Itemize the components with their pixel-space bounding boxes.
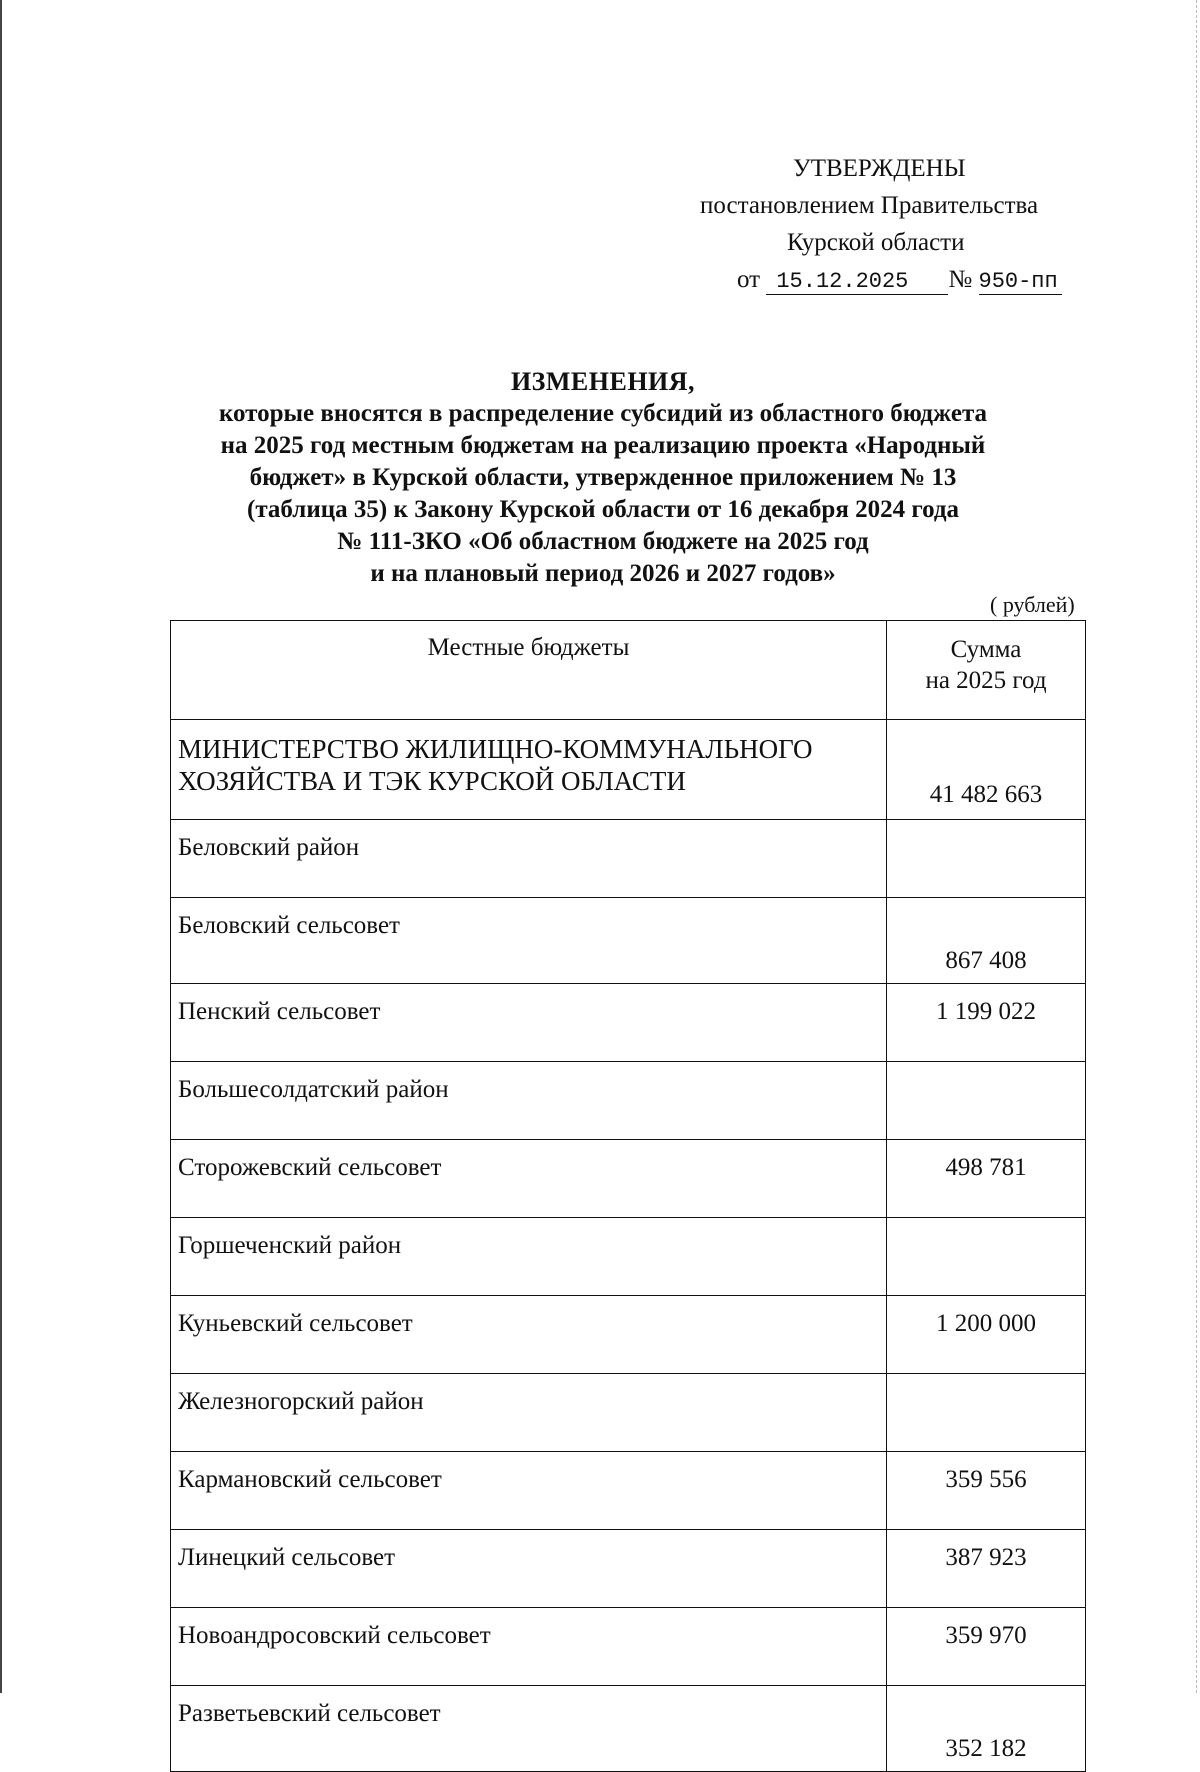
row-name: Пенский сельсовет xyxy=(171,984,887,1062)
table-row xyxy=(171,1140,1086,1218)
table-row xyxy=(171,898,1086,984)
page-edge-right xyxy=(1195,0,1197,1693)
table-row xyxy=(171,1062,1086,1140)
heading-line: которые вносятся в распределение субсидий из областного бюджета xyxy=(218,400,988,427)
units-label: ( рублей) xyxy=(990,592,1075,617)
row-amount xyxy=(887,1062,1086,1140)
row-name: Большесолдатский район xyxy=(171,1062,887,1140)
header-local-budgets: Местные бюджеты xyxy=(171,621,887,720)
row-name: Линецкий сельсовет xyxy=(171,1530,887,1608)
row-name: Разветьевский сельсовет xyxy=(171,1686,887,1772)
number-sign: № xyxy=(948,266,973,293)
row-name: Новоандросовский сельсовет xyxy=(171,1608,887,1686)
row-amount xyxy=(887,1374,1086,1452)
table-row xyxy=(171,1530,1086,1608)
table-row xyxy=(171,1218,1086,1296)
heading-title: ИЗМЕНЕНИЯ, xyxy=(510,367,696,396)
budget-table xyxy=(170,620,1086,1772)
row-name: Беловский сельсовет xyxy=(171,898,887,984)
heading-line: № 111-ЗКО «Об областном бюджете на 2025 год xyxy=(337,528,869,555)
row-amount: 359 556 xyxy=(887,1452,1086,1530)
table-row xyxy=(171,820,1086,898)
header-amount-line2: на 2025 год xyxy=(925,667,1047,694)
page-edge-left xyxy=(0,0,2,1693)
table-row xyxy=(171,984,1086,1062)
approval-date-line xyxy=(640,261,1120,298)
table-row xyxy=(171,1686,1086,1772)
heading-line: (таблица 35) к Закону Курской области от 16 декабря 2024 года xyxy=(247,496,959,523)
heading-line: и на плановый период 2026 и 2027 годов» xyxy=(370,560,836,587)
heading-line: бюджет» в Курской области, утвержденное приложением № 13 xyxy=(249,464,957,491)
approval-block xyxy=(640,150,1120,298)
table-row xyxy=(171,1374,1086,1452)
table-row-ministry xyxy=(171,720,1086,820)
row-name: Кармановский сельсовет xyxy=(171,1452,887,1530)
header-amount xyxy=(887,621,1086,720)
row-name: Горшеченский район xyxy=(171,1218,887,1296)
approval-line-2: постановлением Правительства xyxy=(700,192,1039,219)
row-amount: 498 781 xyxy=(887,1140,1086,1218)
date-prefix: от xyxy=(737,266,761,293)
table-row xyxy=(171,1608,1086,1686)
row-amount: 867 408 xyxy=(887,898,1086,984)
approval-number: 950-пп xyxy=(979,270,1062,295)
ministry-name xyxy=(171,720,887,820)
row-amount: 352 182 xyxy=(887,1686,1086,1772)
table-row xyxy=(171,1452,1086,1530)
row-amount xyxy=(887,1218,1086,1296)
table-header-row xyxy=(171,621,1086,720)
document-heading xyxy=(150,366,1056,590)
row-name: Железногорский район xyxy=(171,1374,887,1452)
header-amount-line1: Сумма xyxy=(950,636,1022,663)
table-row xyxy=(171,1296,1086,1374)
row-amount: 387 923 xyxy=(887,1530,1086,1608)
row-name: Куньевский сельсовет xyxy=(171,1296,887,1374)
approval-date: 15.12.2025 xyxy=(766,270,948,295)
ministry-name-line2: ХОЗЯЙСТВА И ТЭК КУРСКОЙ ОБЛАСТИ xyxy=(178,766,686,796)
approval-title: УТВЕРЖДЕНЫ xyxy=(793,155,966,182)
row-amount: 1 199 022 xyxy=(887,984,1086,1062)
heading-line: на 2025 год местным бюджетам на реализацию проекта «Народный xyxy=(220,432,986,459)
row-amount: 359 970 xyxy=(887,1608,1086,1686)
ministry-name-line1: МИНИСТЕРСТВО ЖИЛИЩНО-КОММУНАЛЬНОГО xyxy=(178,734,813,764)
approval-line-3: Курской области xyxy=(787,229,965,256)
row-name: Беловский район xyxy=(171,820,887,898)
ministry-amount: 41 482 663 xyxy=(887,720,1086,820)
row-name: Сторожевский сельсовет xyxy=(171,1140,887,1218)
row-amount xyxy=(887,820,1086,898)
row-amount: 1 200 000 xyxy=(887,1296,1086,1374)
